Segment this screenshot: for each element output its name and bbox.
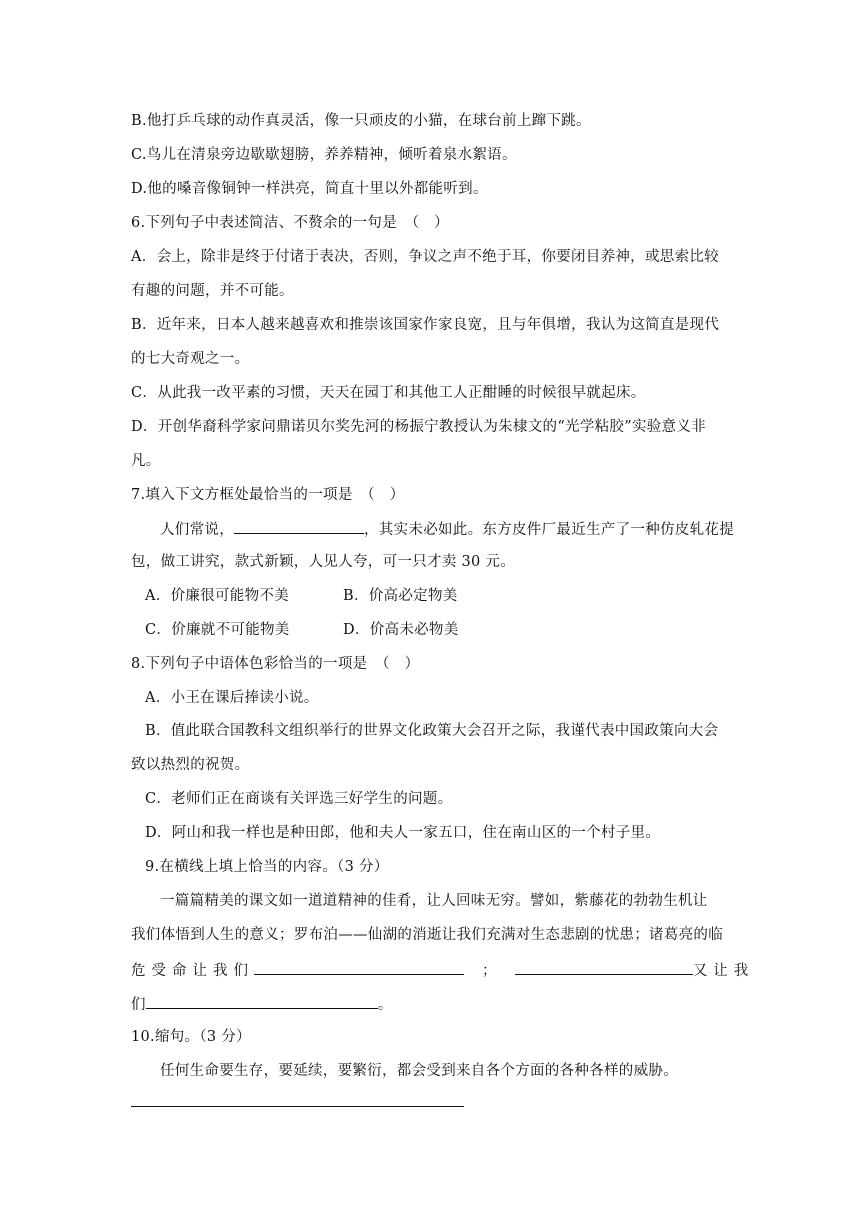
- q10-answer-line[interactable]: [131, 1106, 464, 1107]
- q7-passage-line1: [160, 518, 760, 540]
- q6-option-d-line1: D．开创华裔科学家问鼎诺贝尔奖先河的杨振宁教授认为朱棣文的“光学粘胶”实验意义非: [131, 419, 706, 435]
- q6-option-b-line1: B．近年来，日本人越来越喜欢和推崇该国家作家良宽，且与年俱增，我认为这简直是现代: [131, 317, 720, 333]
- q9-passage-line3: [131, 959, 755, 981]
- q9-answer-blank-2[interactable]: [515, 959, 693, 975]
- q10-sentence: 任何生命要生存，要延续，要繁衍，都会受到来自各个方面的各种各样的威胁。: [160, 1063, 678, 1079]
- q5-option-d: D.他的嗓音像铜钟一样洪亮，简直十里以外都能听到。: [131, 181, 488, 197]
- q7-passage-line2: 包，做工讲究，款式新颖，人见人夸，可一只才卖 30 元。: [131, 554, 516, 570]
- q9-separator: ；: [482, 963, 497, 979]
- q9-answer-blank-1[interactable]: [254, 959, 464, 975]
- q5-option-c: C.鸟儿在清泉旁边歇歇翅膀，养养精神，倾听着泉水絮语。: [131, 147, 517, 163]
- q9-text-b: 又让我: [692, 963, 755, 979]
- q9-text-a: 危受命让我们: [131, 963, 254, 979]
- q7-option-a: A．价廉很可能物不美: [145, 588, 289, 604]
- q6-stem: 6.下列句子中表述简洁、不赘余的一句是 （ ）: [131, 215, 449, 231]
- q7-option-b: B．价高必定物美: [343, 588, 458, 604]
- q6-option-b-line2: 的七大奇观之一。: [131, 351, 250, 367]
- q9-stem: 9.在横线上填上恰当的内容。（3 分）: [145, 859, 389, 875]
- q8-option-b-line2: 致以热烈的祝贺。: [131, 757, 250, 773]
- q9-answer-blank-3[interactable]: [146, 993, 378, 1009]
- q7-answer-blank[interactable]: [234, 518, 364, 534]
- q5-option-b: B.他打乒乓球的动作真灵活，像一只顽皮的小猫，在球台前上蹿下跳。: [131, 113, 591, 129]
- q6-option-c: C．从此我一改平素的习惯，天天在园丁和其他工人正酣睡的时候很早就起床。: [131, 385, 646, 401]
- q6-option-d-line2: 凡。: [131, 453, 161, 469]
- q9-text-end: 。: [377, 997, 393, 1013]
- q8-option-b-line1: B．值此联合国教科文组织举行的世界文化政策大会召开之际，我谨代表中国政策向大会: [145, 723, 719, 739]
- q6-option-a-line2: 有趣的问题，并不可能。: [131, 283, 294, 299]
- q9-passage-line4: [131, 993, 731, 1015]
- q7-stem: 7.填入下文方框处最恰当的一项是 （ ）: [131, 487, 405, 503]
- q10-stem: 10.缩句。（3 分）: [131, 1029, 251, 1045]
- q8-stem: 8.下列句子中语体色彩恰当的一项是 （ ）: [131, 656, 420, 672]
- q9-text-c: 们: [131, 997, 146, 1013]
- q8-option-d: D．阿山和我一样也是种田郎，他和夫人一家五口，住在南山区的一个村子里。: [145, 825, 661, 841]
- q9-passage-line2: 我们体悟到人生的意义；罗布泊——仙湖的消逝让我们充满对生态悲剧的忧患；诸葛亮的临: [131, 927, 723, 943]
- q7-option-c: C．价廉就不可能物美: [145, 622, 290, 638]
- q7-passage-before: 人们常说，: [160, 522, 234, 538]
- q7-passage-after: ，其实未必如此。东方皮件厂最近生产了一种仿皮轧花提: [364, 522, 734, 538]
- q6-option-a-line1: A．会上，除非是终于付诸于表决，否则，争议之声不绝于耳，你要闭目养神，或思索比较: [131, 249, 719, 265]
- q7-option-d: D．价高未必物美: [343, 622, 459, 638]
- q8-option-c: C．老师们正在商谈有关评选三好学生的问题。: [145, 791, 453, 807]
- q9-passage-line1: 一篇篇精美的课文如一道道精神的佳肴，让人回味无穷。譬如，紫藤花的勃勃生机让: [160, 893, 708, 909]
- q8-option-a: A．小王在课后捧读小说。: [145, 690, 319, 706]
